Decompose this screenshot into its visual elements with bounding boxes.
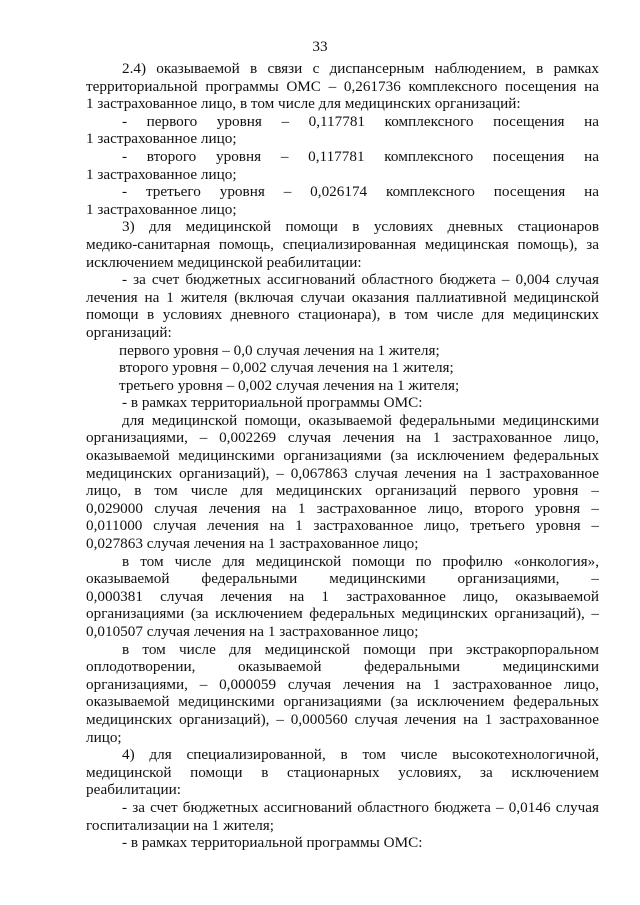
text-line: помощи в условиях дневного стационара), в том числе для медицинских — [86, 306, 599, 324]
page-number: 33 — [312, 38, 328, 55]
text-line: первого уровня – 0,0 случая лечения на 1 жителя; — [119, 341, 440, 359]
text-line: 1 застрахованное лицо; — [86, 130, 237, 148]
text-line: третьего уровня – 0,002 случая лечения на 1 жителя; — [119, 376, 460, 394]
text-line: медико-санитарная помощь, специализированная медицинская помощь), за — [86, 235, 599, 253]
text-line: 0,027863 случая лечения на 1 застрахованное лицо; — [86, 535, 419, 553]
text-line: - в рамках территориальной программы ОМС: — [122, 834, 423, 852]
text-line: - за счет бюджетных ассигнований областного бюджета – 0,004 случая — [122, 271, 599, 289]
text-line: лицо; — [86, 728, 122, 746]
body-text — [86, 60, 599, 852]
text-line: организациями (за исключением федеральных медицинских организаций), – — [86, 605, 599, 623]
text-line: - за счет бюджетных ассигнований областного бюджета – 0,0146 случая — [122, 798, 599, 816]
text-line: - третьего уровня – 0,026174 комплексного посещения на — [122, 183, 599, 201]
text-line: лечения на 1 жителя (включая случаи оказания паллиативной медицинской — [86, 288, 599, 306]
text-line: - второго уровня – 0,117781 комплексного посещения на — [122, 147, 599, 165]
text-line: организациями, – 0,000059 случая лечения на 1 застрахованное лицо, — [86, 675, 599, 693]
text-line: медицинских организаций), – 0,000560 случая лечения на 1 застрахованное — [86, 710, 599, 728]
text-line: организациями, – 0,002269 случая лечения на 1 застрахованное лицо, — [86, 429, 599, 447]
text-line: 1 застрахованное лицо, в том числе для медицинских организаций: — [86, 95, 521, 113]
text-line: 1 застрахованное лицо; — [86, 200, 237, 218]
text-line: для медицинской помощи, оказываемой федеральными медицинскими — [122, 411, 599, 429]
text-line: 1 застрахованное лицо; — [86, 165, 237, 183]
text-line: в том числе для медицинской помощи по профилю «онкология», — [122, 552, 599, 570]
text-line: 0,010507 случая лечения на 1 застрахованное лицо; — [86, 623, 419, 640]
text-line: 0,029000 случая лечения на 1 застрахованное лицо, второго уровня – — [86, 499, 599, 517]
text-line: организаций: — [86, 323, 172, 341]
text-line: медицинских организаций), – 0,067863 случая лечения на 1 застрахованное — [86, 464, 599, 482]
text-line: 0,000381 случая лечения на 1 застрахованное лицо, оказываемой — [86, 587, 599, 605]
text-line: 0,011000 случая лечения на 1 застрахованное лицо, третьего уровня – — [86, 517, 599, 535]
text-line: лицо, в том числе для медицинских организаций первого уровня – — [86, 482, 599, 500]
text-line: оплодотворении, оказываемой федеральными медицинскими — [86, 658, 599, 676]
text-line: - в рамках территориальной программы ОМС: — [122, 394, 423, 412]
text-line: госпитализации на 1 жителя; — [86, 816, 274, 834]
text-line: оказываемой медицинскими организациями (за исключением федеральных — [86, 447, 599, 465]
text-line: оказываемой медицинскими организациями (за исключением федеральных — [86, 693, 599, 711]
text-line: 2.4) оказываемой в связи с диспансерным наблюдением, в рамках — [122, 60, 599, 77]
text-line: оказываемой федеральными медицинскими организациями, – — [86, 570, 599, 588]
text-line: 3) для медицинской помощи в условиях дневных стационаров — [122, 218, 599, 236]
text-line: медицинской помощи в стационарных условиях, за исключением — [86, 763, 599, 781]
text-line: второго уровня – 0,002 случая лечения на 1 жителя; — [119, 359, 454, 377]
text-line: - первого уровня – 0,117781 комплексного посещения на — [122, 112, 599, 130]
text-line: 4) для специализированной, в том числе высокотехнологичной, — [122, 746, 599, 764]
text-line: в том числе для медицинской помощи при экстракорпоральном — [122, 640, 599, 658]
text-line: исключением медицинской реабилитации: — [86, 253, 362, 271]
text-line: реабилитации: — [86, 781, 181, 799]
text-line: территориальной программы ОМС – 0,261736 комплексного посещения на — [86, 77, 599, 95]
